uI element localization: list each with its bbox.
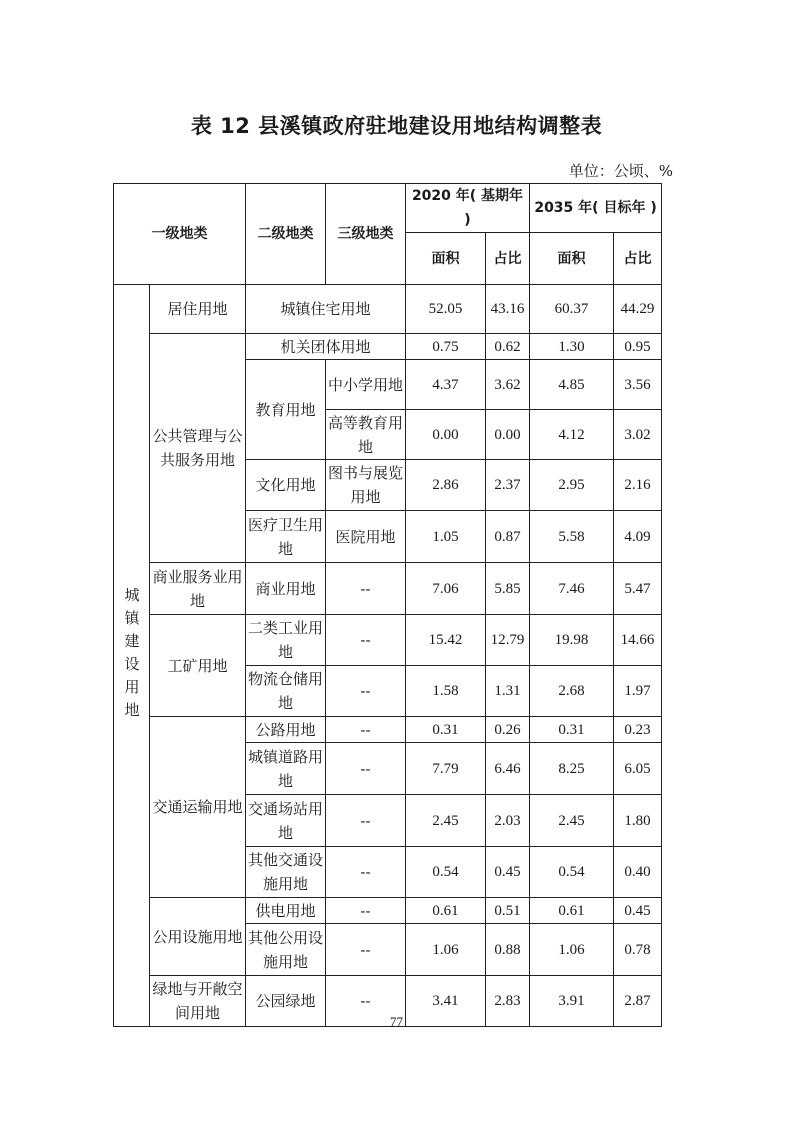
- table-row: [114, 563, 662, 615]
- ratio-2020: 2.03: [486, 795, 530, 847]
- level3-cell: --: [326, 717, 406, 743]
- level2-cell: 公园绿地: [246, 976, 326, 1027]
- group-industrial: 工矿用地: [150, 615, 246, 717]
- group-residential: 居住用地: [150, 285, 246, 334]
- ratio-2020: 0.51: [486, 898, 530, 924]
- root-category: 城镇建设用地: [122, 586, 141, 725]
- area-2035: 19.98: [530, 615, 614, 666]
- ratio-2035: 14.66: [614, 615, 662, 666]
- area-2020: 1.58: [406, 666, 486, 717]
- level2-cell: 医疗卫生用地: [246, 511, 326, 563]
- ratio-2035: 5.47: [614, 563, 662, 615]
- level2-cell: 二类工业用地: [246, 615, 326, 666]
- ratio-2035: 2.87: [614, 976, 662, 1027]
- ratio-2020: 43.16: [486, 285, 530, 334]
- ratio-2020: 6.46: [486, 743, 530, 795]
- ratio-2035: 3.56: [614, 360, 662, 410]
- group-green: 绿地与开敞空间用地: [150, 976, 246, 1027]
- level3-cell: --: [326, 924, 406, 976]
- root-category-cell: [114, 285, 150, 1027]
- area-2035: 1.06: [530, 924, 614, 976]
- table-row: [114, 334, 662, 360]
- area-2020: 2.45: [406, 795, 486, 847]
- level3-cell: --: [326, 847, 406, 898]
- ratio-2020: 2.37: [486, 460, 530, 511]
- level2-cell: 文化用地: [246, 460, 326, 511]
- header-level3: 三级地类: [326, 184, 406, 285]
- header-ratio-2035: 占比: [614, 233, 662, 285]
- level3-cell: 医院用地: [326, 511, 406, 563]
- level2-cell: 其他公用设施用地: [246, 924, 326, 976]
- level2-cell: 物流仓储用地: [246, 666, 326, 717]
- area-2020: 0.61: [406, 898, 486, 924]
- area-2020: 7.06: [406, 563, 486, 615]
- level2-cell: 公路用地: [246, 717, 326, 743]
- level3-cell: 图书与展览用地: [326, 460, 406, 511]
- area-2020: 0.75: [406, 334, 486, 360]
- area-2035: 5.58: [530, 511, 614, 563]
- ratio-2020: 1.31: [486, 666, 530, 717]
- ratio-2035: 0.23: [614, 717, 662, 743]
- level2-cell: 机关团体用地: [246, 334, 406, 360]
- group-utility: 公用设施用地: [150, 898, 246, 976]
- ratio-2020: 0.45: [486, 847, 530, 898]
- level3-cell: --: [326, 976, 406, 1027]
- land-use-table: [113, 183, 662, 1027]
- level2-cell: 其他交通设施用地: [246, 847, 326, 898]
- ratio-2035: 1.80: [614, 795, 662, 847]
- ratio-2020: 3.62: [486, 360, 530, 410]
- ratio-2035: 0.95: [614, 334, 662, 360]
- area-2035: 2.95: [530, 460, 614, 511]
- area-2020: 0.00: [406, 410, 486, 460]
- area-2035: 60.37: [530, 285, 614, 334]
- area-2035: 7.46: [530, 563, 614, 615]
- area-2020: 0.31: [406, 717, 486, 743]
- table-title: 表 12 县溪镇政府驻地建设用地结构调整表: [190, 114, 603, 138]
- header-level1: 一级地类: [114, 184, 246, 285]
- ratio-2035: 1.97: [614, 666, 662, 717]
- ratio-2020: 0.62: [486, 334, 530, 360]
- area-2035: 0.61: [530, 898, 614, 924]
- level3-cell: --: [326, 666, 406, 717]
- level3-cell: --: [326, 563, 406, 615]
- ratio-2035: 0.40: [614, 847, 662, 898]
- area-2035: 8.25: [530, 743, 614, 795]
- ratio-2020: 0.87: [486, 511, 530, 563]
- table-row: [114, 285, 662, 334]
- group-public: 公共管理与公共服务用地: [150, 334, 246, 563]
- header-2020: 2020 年( 基期年 ): [406, 184, 530, 233]
- ratio-2020: 5.85: [486, 563, 530, 615]
- level2-cell: 教育用地: [246, 360, 326, 460]
- header-2035: 2035 年( 目标年 ): [530, 184, 662, 233]
- ratio-2020: 12.79: [486, 615, 530, 666]
- ratio-2020: 0.26: [486, 717, 530, 743]
- level2-cell: 城镇住宅用地: [246, 285, 406, 334]
- area-2020: 7.79: [406, 743, 486, 795]
- level3-cell: --: [326, 743, 406, 795]
- ratio-2035: 44.29: [614, 285, 662, 334]
- level3-cell: --: [326, 898, 406, 924]
- header-area-2035: 面积: [530, 233, 614, 285]
- level3-cell: 高等教育用地: [326, 410, 406, 460]
- area-2020: 15.42: [406, 615, 486, 666]
- ratio-2035: 3.02: [614, 410, 662, 460]
- header-level2: 二级地类: [246, 184, 326, 285]
- level2-cell: 商业用地: [246, 563, 326, 615]
- ratio-2020: 0.88: [486, 924, 530, 976]
- level2-cell: 城镇道路用地: [246, 743, 326, 795]
- level3-cell: 中小学用地: [326, 360, 406, 410]
- ratio-2035: 6.05: [614, 743, 662, 795]
- level3-cell: --: [326, 795, 406, 847]
- group-commercial: 商业服务业用地: [150, 563, 246, 615]
- header-ratio-2020: 占比: [486, 233, 530, 285]
- area-2020: 3.41: [406, 976, 486, 1027]
- area-2035: 3.91: [530, 976, 614, 1027]
- area-2020: 0.54: [406, 847, 486, 898]
- ratio-2035: 2.16: [614, 460, 662, 511]
- area-2020: 1.05: [406, 511, 486, 563]
- area-2035: 0.54: [530, 847, 614, 898]
- level3-cell: --: [326, 615, 406, 666]
- area-2035: 2.68: [530, 666, 614, 717]
- table-row: [114, 898, 662, 924]
- table-row: [114, 717, 662, 743]
- area-2035: 2.45: [530, 795, 614, 847]
- area-2020: 52.05: [406, 285, 486, 334]
- ratio-2020: 2.83: [486, 976, 530, 1027]
- area-2035: 4.12: [530, 410, 614, 460]
- area-2035: 0.31: [530, 717, 614, 743]
- group-transport: 交通运输用地: [150, 717, 246, 898]
- area-2020: 2.86: [406, 460, 486, 511]
- area-2020: 1.06: [406, 924, 486, 976]
- ratio-2035: 0.45: [614, 898, 662, 924]
- header-area-2020: 面积: [406, 233, 486, 285]
- area-2035: 1.30: [530, 334, 614, 360]
- page-number: 77: [390, 1014, 403, 1029]
- unit-label: 单位：公顷、%: [568, 162, 673, 180]
- ratio-2020: 0.00: [486, 410, 530, 460]
- table-row: [114, 615, 662, 666]
- level2-cell: 供电用地: [246, 898, 326, 924]
- area-2035: 4.85: [530, 360, 614, 410]
- ratio-2035: 0.78: [614, 924, 662, 976]
- ratio-2035: 4.09: [614, 511, 662, 563]
- level2-cell: 交通场站用地: [246, 795, 326, 847]
- area-2020: 4.37: [406, 360, 486, 410]
